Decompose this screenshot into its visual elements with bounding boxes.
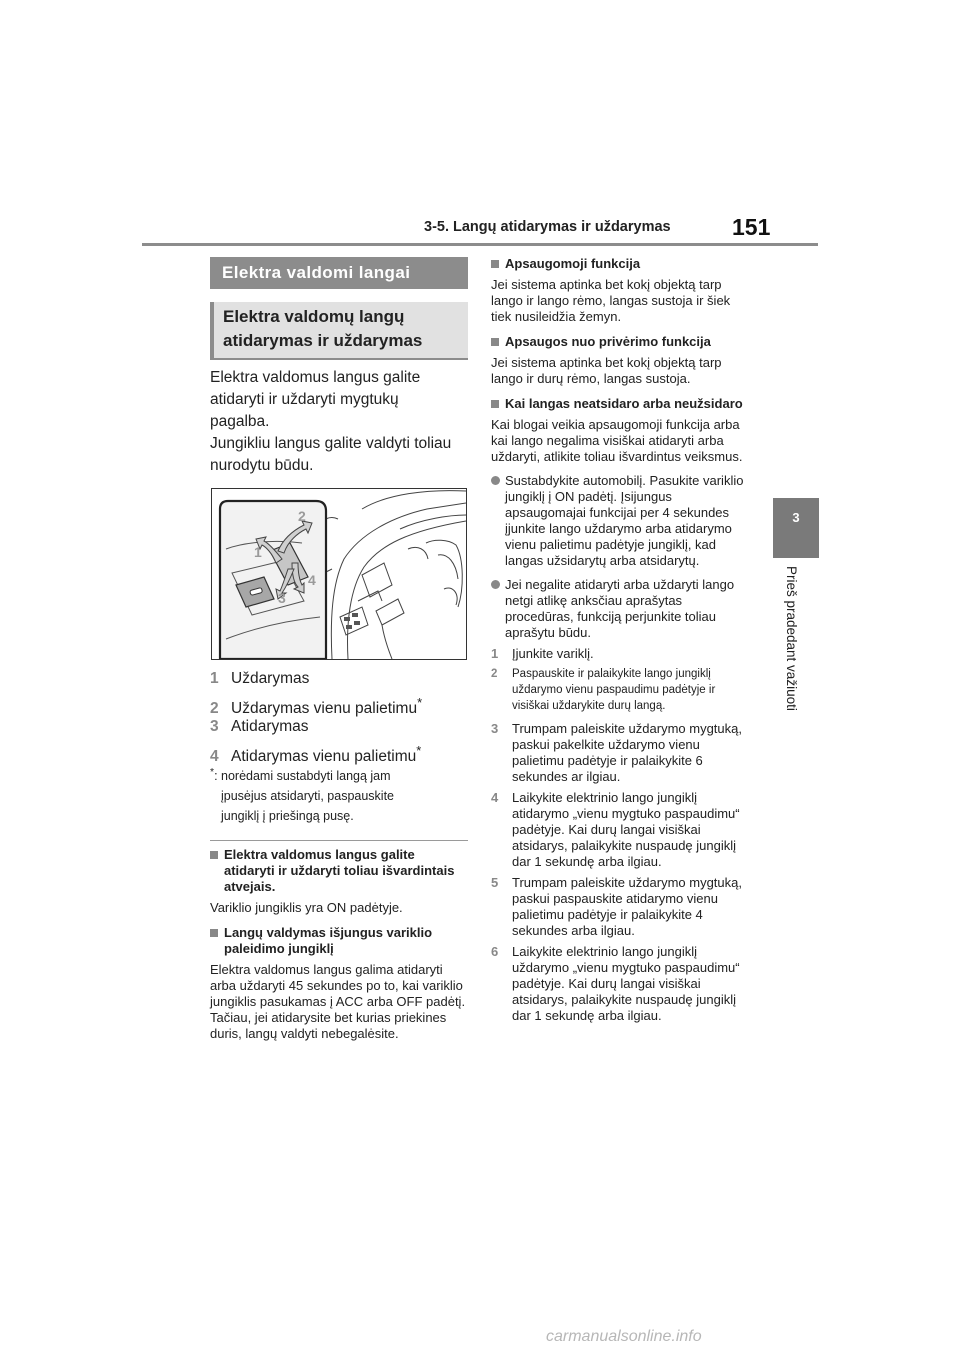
subsection-heading-line1: Elektra valdomų langų <box>223 307 405 326</box>
note-text: Jei sistema aptinka bet kokį objektą tarp lango ir lango rėmo, langas sustoja ir šiek tiek nusileidžia žemyn. <box>491 277 731 324</box>
left-notes <box>210 847 466 1042</box>
note-heading: Apsaugomoji funkcija <box>491 256 753 272</box>
chapter-tab: 3 <box>773 498 819 558</box>
subsection-divider <box>210 358 468 360</box>
bullet-item: Sustabdykite automobilį. Pasukite variklio jungiklį į ON padėtį. Įsijungus apsaugomajai funkcijai per 4 sekundes įjunkite lango uždarymo arba atidarymo vienu palietimu padėtyje jungiklį, kad langas užsidarytų arba atsidarytų. <box>491 473 753 569</box>
figure-label-4: 4 <box>308 572 316 588</box>
footnote-text: : norėdami sustabdyti langą jam <box>214 769 391 784</box>
subsection-heading-line2: atidarymas ir uždarymas <box>223 331 423 350</box>
step-text: Trumpam paleiskite uždarymo mygtuką, paskui pakelkite uždarymo vienu palietimu padėtyje ir palaikykite 6 sekundes ar ilgiau. <box>512 721 742 784</box>
page-number: 151 <box>732 214 771 240</box>
list-item <box>210 716 472 740</box>
step-item <box>491 721 753 785</box>
step-number: 6 <box>491 944 499 959</box>
list-item <box>210 668 472 692</box>
right-notes <box>491 256 753 1024</box>
chapter-title: Prieš pradedant važiuoti <box>784 566 799 711</box>
step-item <box>491 646 753 662</box>
note-heading: Elektra valdomus langus galite atidaryti ir uždaryti toliau išvardintais atvejais. <box>210 847 466 895</box>
header-divider <box>142 243 818 246</box>
intro-line: atidaryti ir uždaryti mygtukų <box>210 391 399 408</box>
step-number: 2 <box>491 668 498 680</box>
step-text: Laikykite elektrinio lango jungiklį atidarymo „vienu mygtuko paspaudimu“ padėtyje. Kai durų langai visiškai atsidarys, palaikykite nuspaudę jungiklį dar 1 sekundę arba ilgiau. <box>512 790 740 869</box>
footnote-line: jungiklį į priešingą pusę. <box>221 809 354 824</box>
note-heading: Kai langas neatsidaro arba neužsidaro <box>491 396 753 412</box>
list-number: 4 <box>210 748 219 766</box>
step-item <box>491 790 753 870</box>
note-text: Kai blogai veikia apsaugomoji funkcija arba kai lango negalima visiškai atidaryti arba uždaryti, atlikite toliau išvardintus veiksmus. <box>491 417 743 464</box>
intro-line: nurodytu būdu. <box>210 457 314 474</box>
figure-label-3: 3 <box>278 590 286 606</box>
list-number: 1 <box>210 670 219 687</box>
figure-label-2: 2 <box>298 508 306 524</box>
step-text: Paspauskite ir palaikykite lango jungiklį uždarymo vienu paspaudimu padėtyje ir visiškai uždarykite durų langą. <box>512 668 716 712</box>
list-item <box>210 740 472 764</box>
step-item <box>491 666 753 714</box>
section-heading: Elektra valdomi langai <box>210 257 468 289</box>
note-text: Variklio jungiklis yra ON padėtyje. <box>210 900 403 915</box>
step-number: 5 <box>491 875 499 890</box>
step-number: 4 <box>491 790 499 805</box>
intro-line: Jungikliu langus galite valdyti toliau <box>210 435 452 452</box>
window-switch-drawing <box>212 489 466 659</box>
step-item <box>491 944 753 1024</box>
footnote-line: įpusėjus atsidaryti, paspauskite <box>221 789 395 804</box>
note-text: Elektra valdomus langus galima atidaryti arba uždaryti 45 sekundes po to, kai variklio jungiklis pasukamas į ACC arba OFF padėtį. Tačiau, jei atidarysite bet kurias priekines duris, langų valdyti nebegalėsite. <box>210 962 466 1041</box>
list-number: 3 <box>210 718 219 735</box>
step-text: Laikykite elektrinio lango jungiklį uždarymo „vienu mygtuko paspaudimu“ padėtyje. Kai durų langai visiškai atsidarys, palaikykite nuspaudę jungiklį dar 1 sekundę arba ilgiau. <box>512 944 740 1023</box>
figure-label-1: 1 <box>254 544 262 560</box>
list-text: Atidarymas <box>231 718 309 735</box>
footnote-line <box>210 763 460 786</box>
window-switch-illustration <box>211 488 467 660</box>
footnote-ref: * <box>417 695 423 710</box>
step-text: Trumpam paleiskite uždarymo mygtuką, paskui paspauskite atidarymo vienu palietimu padėtyje ir palaikykite 4 sekundes arba ilgiau. <box>512 875 742 938</box>
footnote-marker: * <box>210 767 215 778</box>
note-text: Jei sistema aptinka bet kokį objektą tarp lango ir durų rėmo, langas sustoja. <box>491 355 722 386</box>
bullet-item: Jei negalite atidaryti arba uždaryti lango netgi atlikę anksčiau aprašytas procedūras, funkciją perjunkite toliau aprašytu būdu. <box>491 577 753 641</box>
operation-list <box>210 668 472 764</box>
list-number: 2 <box>210 700 219 718</box>
list-text: Uždarymas vienu palietimu <box>231 700 418 718</box>
list-item <box>210 692 472 716</box>
intro-line: pagalba. <box>210 413 270 430</box>
watermark: carmanualsonline.info <box>546 1328 702 1345</box>
step-item <box>491 875 753 939</box>
step-number: 3 <box>491 721 499 736</box>
subsection-heading <box>210 302 468 358</box>
intro-text <box>210 367 472 477</box>
list-text: Atidarymas vienu palietimu <box>231 748 417 766</box>
footnote <box>210 763 460 826</box>
footnote-divider <box>210 840 468 841</box>
footnote-ref: * <box>416 743 422 758</box>
intro-line: Elektra valdomus langus galite <box>210 369 421 386</box>
list-text: Uždarymas <box>231 670 310 687</box>
note-heading: Apsaugos nuo privėrimo funkcija <box>491 334 753 350</box>
note-heading: Langų valdymas išjungus variklio paleidimo jungiklį <box>210 925 466 957</box>
step-number: 1 <box>491 646 499 661</box>
step-text: Įjunkite variklį. <box>512 646 594 661</box>
header-section-title: 3-5. Langų atidarymas ir uždarymas <box>424 219 671 235</box>
